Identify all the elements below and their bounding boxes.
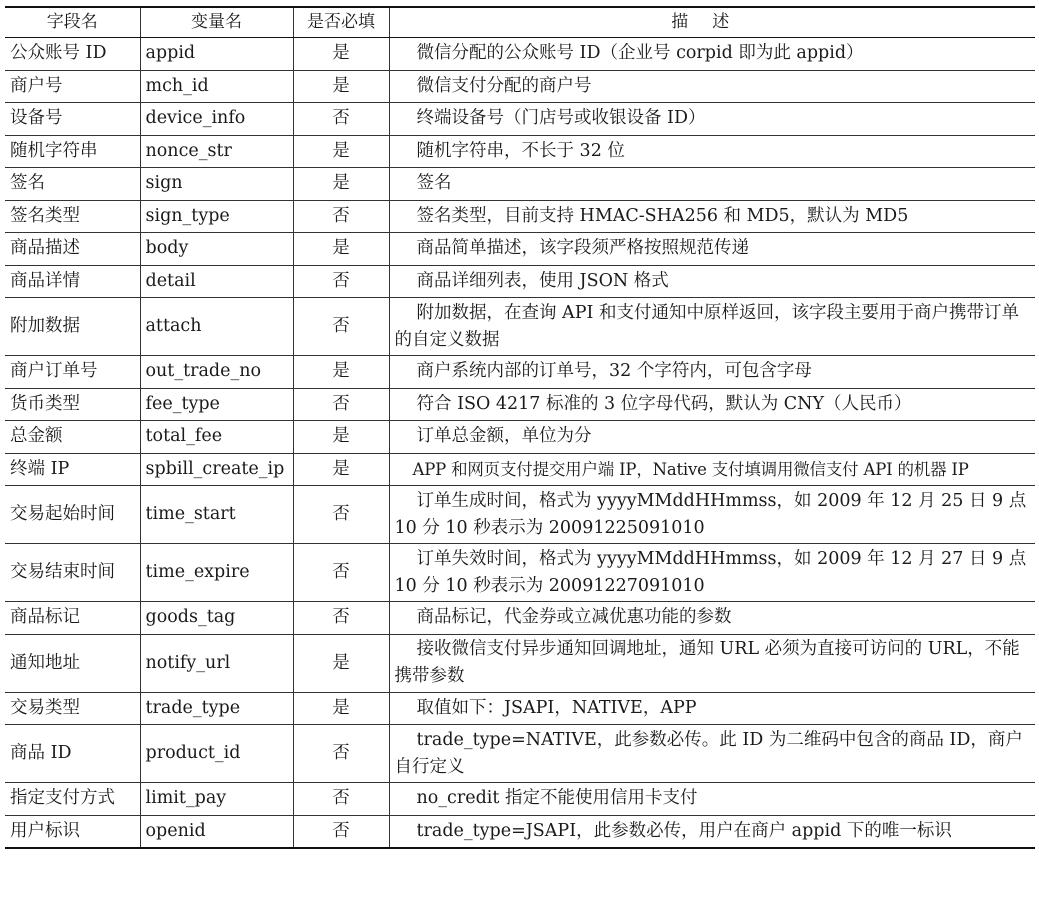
- header-variable-name: 变量名: [140, 7, 293, 38]
- required-cell: 否: [293, 725, 389, 783]
- table-row: [5, 200, 1035, 233]
- variable-name-cell: out_trade_no: [140, 356, 293, 389]
- variable-name-cell: fee_type: [140, 388, 293, 421]
- field-name-cell: 设备号: [5, 103, 140, 136]
- description-cell: APP 和网页支付提交用户端 IP，Native 支付填调用微信支付 API 的机器 IP: [389, 453, 1035, 486]
- field-name-cell: 通知地址: [5, 634, 140, 692]
- variable-name-cell: openid: [140, 815, 293, 848]
- variable-name-cell: nonce_str: [140, 135, 293, 168]
- description-cell: trade_type=NATIVE，此参数必传。此 ID 为二维码中包含的商品 ID，商户自行定义: [389, 725, 1035, 783]
- field-name-cell: 交易结束时间: [5, 544, 140, 602]
- required-cell: 是: [293, 356, 389, 389]
- field-name-cell: 交易类型: [5, 692, 140, 725]
- field-name-cell: 总金额: [5, 421, 140, 454]
- required-cell: 是: [293, 38, 389, 71]
- description-cell: 订单生成时间，格式为 yyyyMMddHHmmss，如 2009 年 12 月 25 日 9 点 10 分 10 秒表示为 20091225091010: [389, 486, 1035, 544]
- table-row: [5, 783, 1035, 816]
- description-cell: 订单总金额，单位为分: [389, 421, 1035, 454]
- header-field-name: 字段名: [5, 7, 140, 38]
- table-row: [5, 815, 1035, 848]
- table-row: [5, 168, 1035, 201]
- field-name-cell: 指定支付方式: [5, 783, 140, 816]
- description-cell: 签名: [389, 168, 1035, 201]
- description-cell: 订单失效时间，格式为 yyyyMMddHHmmss，如 2009 年 12 月 27 日 9 点 10 分 10 秒表示为 20091227091010: [389, 544, 1035, 602]
- required-cell: 否: [293, 200, 389, 233]
- description-cell: 微信支付分配的商户号: [389, 70, 1035, 103]
- table-row: [5, 135, 1035, 168]
- description-cell: 商品详细列表，使用 JSON 格式: [389, 265, 1035, 298]
- description-cell: 符合 ISO 4217 标准的 3 位字母代码，默认为 CNY（人民币）: [389, 388, 1035, 421]
- field-name-cell: 商品 ID: [5, 725, 140, 783]
- required-cell: 否: [293, 103, 389, 136]
- table-row: [5, 70, 1035, 103]
- field-name-cell: 货币类型: [5, 388, 140, 421]
- variable-name-cell: detail: [140, 265, 293, 298]
- description-cell: no_credit 指定不能使用信用卡支付: [389, 783, 1035, 816]
- variable-name-cell: device_info: [140, 103, 293, 136]
- table-row: [5, 356, 1035, 389]
- field-name-cell: 用户标识: [5, 815, 140, 848]
- variable-name-cell: spbill_create_ip: [140, 453, 293, 486]
- variable-name-cell: limit_pay: [140, 783, 293, 816]
- field-name-cell: 签名: [5, 168, 140, 201]
- field-name-cell: 商品描述: [5, 233, 140, 266]
- table-row: [5, 453, 1035, 486]
- table-row: [5, 602, 1035, 635]
- variable-name-cell: time_start: [140, 486, 293, 544]
- variable-name-cell: notify_url: [140, 634, 293, 692]
- table-row: [5, 634, 1035, 692]
- variable-name-cell: attach: [140, 298, 293, 356]
- field-name-cell: 商品标记: [5, 602, 140, 635]
- description-cell: 取值如下：JSAPI，NATIVE，APP: [389, 692, 1035, 725]
- required-cell: 否: [293, 486, 389, 544]
- required-cell: 否: [293, 783, 389, 816]
- required-cell: 否: [293, 602, 389, 635]
- required-cell: 是: [293, 70, 389, 103]
- required-cell: 否: [293, 544, 389, 602]
- field-name-cell: 随机字符串: [5, 135, 140, 168]
- required-cell: 是: [293, 421, 389, 454]
- table-row: [5, 725, 1035, 783]
- description-cell: 随机字符串，不长于 32 位: [389, 135, 1035, 168]
- required-cell: 否: [293, 265, 389, 298]
- table-row: [5, 38, 1035, 71]
- table-row: [5, 103, 1035, 136]
- variable-name-cell: sign_type: [140, 200, 293, 233]
- table-row: [5, 265, 1035, 298]
- required-cell: 否: [293, 298, 389, 356]
- description-cell: 接收微信支付异步通知回调地址，通知 URL 必须为直接可访问的 URL，不能携带参数: [389, 634, 1035, 692]
- field-name-cell: 附加数据: [5, 298, 140, 356]
- field-name-cell: 交易起始时间: [5, 486, 140, 544]
- table-row: [5, 298, 1035, 356]
- parameter-table: [5, 6, 1035, 849]
- variable-name-cell: mch_id: [140, 70, 293, 103]
- description-cell: 终端设备号（门店号或收银设备 ID）: [389, 103, 1035, 136]
- table-row: [5, 486, 1035, 544]
- description-cell: 商品标记，代金券或立减优惠功能的参数: [389, 602, 1035, 635]
- field-name-cell: 终端 IP: [5, 453, 140, 486]
- required-cell: 是: [293, 692, 389, 725]
- variable-name-cell: sign: [140, 168, 293, 201]
- variable-name-cell: product_id: [140, 725, 293, 783]
- required-cell: 否: [293, 815, 389, 848]
- description-cell: 附加数据，在查询 API 和支付通知中原样返回，该字段主要用于商户携带订单的自定义数据: [389, 298, 1035, 356]
- variable-name-cell: appid: [140, 38, 293, 71]
- required-cell: 是: [293, 135, 389, 168]
- required-cell: 是: [293, 168, 389, 201]
- field-name-cell: 商户订单号: [5, 356, 140, 389]
- description-cell: trade_type=JSAPI，此参数必传，用户在商户 appid 下的唯一标识: [389, 815, 1035, 848]
- field-name-cell: 商品详情: [5, 265, 140, 298]
- field-name-cell: 商户号: [5, 70, 140, 103]
- required-cell: 否: [293, 388, 389, 421]
- table-row: [5, 388, 1035, 421]
- table-row: [5, 233, 1035, 266]
- required-cell: 是: [293, 233, 389, 266]
- header-required: 是否必填: [293, 7, 389, 38]
- variable-name-cell: body: [140, 233, 293, 266]
- table-header-row: [5, 7, 1035, 38]
- description-cell: 签名类型，目前支持 HMAC-SHA256 和 MD5，默认为 MD5: [389, 200, 1035, 233]
- description-cell: 商品简单描述，该字段须严格按照规范传递: [389, 233, 1035, 266]
- variable-name-cell: time_expire: [140, 544, 293, 602]
- table-row: [5, 544, 1035, 602]
- table-row: [5, 692, 1035, 725]
- field-name-cell: 签名类型: [5, 200, 140, 233]
- description-cell: 微信分配的公众账号 ID（企业号 corpid 即为此 appid）: [389, 38, 1035, 71]
- required-cell: 是: [293, 453, 389, 486]
- header-description: 描述: [389, 7, 1035, 38]
- variable-name-cell: trade_type: [140, 692, 293, 725]
- description-cell: 商户系统内部的订单号，32 个字符内，可包含字母: [389, 356, 1035, 389]
- required-cell: 是: [293, 634, 389, 692]
- variable-name-cell: goods_tag: [140, 602, 293, 635]
- field-name-cell: 公众账号 ID: [5, 38, 140, 71]
- table-row: [5, 421, 1035, 454]
- variable-name-cell: total_fee: [140, 421, 293, 454]
